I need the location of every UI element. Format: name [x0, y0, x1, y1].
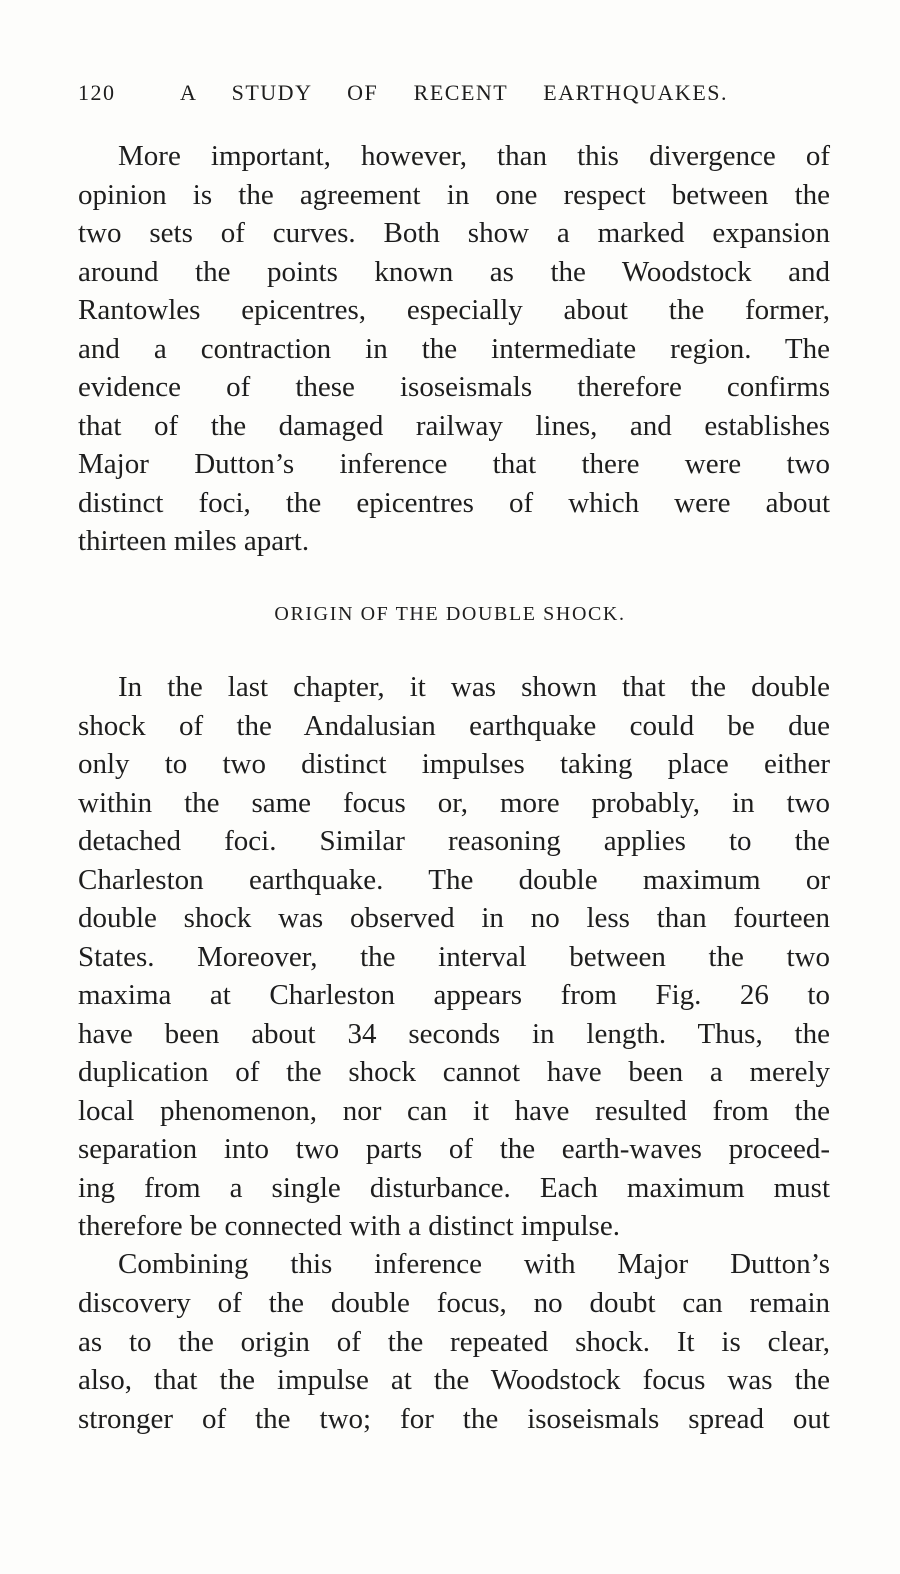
text-line: local phenomenon, nor can it have resulted from the	[78, 1094, 830, 1127]
section-heading: ORIGIN OF THE DOUBLE SHOCK.	[274, 603, 626, 625]
text-line: stronger of the two; for the isoseismals spread out	[78, 1403, 830, 1435]
text-line: Combining this inference with Major Dutton’s	[118, 1248, 830, 1280]
text-line: ing from a single disturbance. Each maximum must	[78, 1171, 830, 1204]
text-line: shock of the Andalusian earthquake could be due	[78, 709, 830, 742]
text-line: More important, however, than this divergence of	[118, 140, 830, 172]
text-line: Rantowles epicentres, especially about the former,	[78, 294, 830, 326]
text-line: In the last chapter, it was shown that the double	[118, 671, 830, 703]
text-line: evidence of these isoseismals therefore confirms	[78, 371, 830, 403]
text-line: only to two distinct impulses taking place either	[78, 748, 830, 780]
text-line: and a contraction in the intermediate region. The	[78, 332, 830, 365]
text-line: States. Moreover, the interval between the two	[78, 940, 830, 973]
text-line: two sets of curves. Both show a marked expansion	[78, 217, 830, 249]
text-line: have been about 34 seconds in length. Thus, the	[78, 1017, 830, 1050]
text-line: within the same focus or, more probably, in two	[78, 786, 830, 819]
text-line: Charleston earthquake. The double maximum or	[78, 863, 830, 896]
text-line: separation into two parts of the earth-waves proceed-	[78, 1133, 830, 1165]
text-line: as to the origin of the repeated shock. It is clear,	[78, 1325, 830, 1358]
text-line: detached foci. Similar reasoning applies to the	[78, 825, 830, 857]
page-number: 120	[78, 80, 116, 105]
text-line: therefore be connected with a distinct impulse.	[78, 1210, 620, 1242]
running-head: A STUDY OF RECENT EARTHQUAKES.	[180, 80, 728, 105]
text-line: opinion is the agreement in one respect between the	[78, 178, 830, 211]
text-line: thirteen miles apart.	[78, 525, 310, 557]
text-line: duplication of the shock cannot have been a merely	[78, 1056, 830, 1088]
text-line: that of the damaged railway lines, and establishes	[78, 409, 830, 442]
text-line: discovery of the double focus, no doubt can remain	[78, 1286, 830, 1319]
text-line: maxima at Charleston appears from Fig. 26 to	[78, 979, 830, 1011]
text-line: Major Dutton’s inference that there were two	[78, 448, 830, 480]
text-line: also, that the impulse at the Woodstock focus was the	[78, 1364, 830, 1397]
text-line: double shock was observed in no less than fourteen	[78, 902, 830, 934]
text-line: distinct foci, the epicentres of which were about	[78, 486, 830, 519]
text-line: around the points known as the Woodstock and	[78, 255, 830, 288]
